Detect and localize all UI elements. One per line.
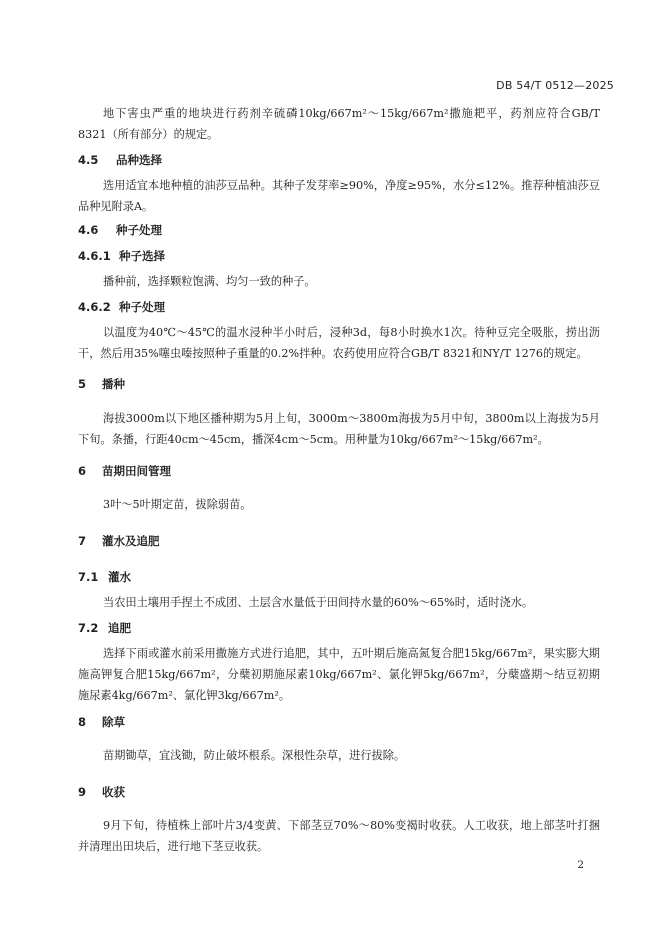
- section-heading-4-6-2: [78, 299, 165, 315]
- paragraph-9: 9月下旬，待植株上部叶片3/4变黄、下部茎豆70%～80%变褐时收获。人工收获，地上部茎叶打捆并清理出田块后，进行地下茎豆收获。: [78, 819, 600, 853]
- section-number: 8: [78, 715, 87, 729]
- section-heading-7: [78, 533, 160, 549]
- section-heading-7-2: [78, 620, 131, 636]
- paragraph-6: 3叶～5叶期定苗，拔除弱苗。: [103, 498, 252, 511]
- section-number: 7.1: [78, 570, 99, 584]
- section-number: 4.6.2: [78, 300, 111, 314]
- page-number: 2: [577, 859, 584, 871]
- section-number: 9: [78, 785, 87, 799]
- paragraph-4-6-2: 以温度为40℃～45℃的温水浸种半小时后，浸种3d，每8小时换水1次。待种豆完全吸胀，捞出沥干，然后用35%噻虫嗪按照种子重量的0.2%拌种。农药使用应符合GB/T 8321和NY/T 1276的规定。: [78, 326, 600, 360]
- section-number: 4.6.1: [78, 249, 111, 263]
- paragraph-7-1: 当农田土壤用手捏土不成团、土层含水量低于田间持水量的60%～65%时，适时浇水。: [103, 596, 534, 609]
- section-title: 种子处理: [116, 223, 162, 237]
- paragraph-5: 海拔3000m以下地区播种期为5月上旬，3000m～3800m海拔为5月中旬，3800m以上海拔为5月下旬。条播，行距40cm～45cm，播深4cm～5cm。用种量为10kg/667m²～15kg/667m²。: [78, 412, 600, 446]
- section-title: 除草: [102, 715, 125, 729]
- document-code: DB 54/T 0512—2025: [496, 79, 614, 92]
- paragraph-4-5: 选用适宜本地种植的油莎豆品种。其种子发芽率≥90%，净度≥95%，水分≤12%。推荐种植油莎豆品种见附录A。: [78, 179, 600, 213]
- section-number: 5: [78, 377, 87, 391]
- section-title: 追肥: [108, 621, 131, 635]
- section-heading-4-5: [78, 152, 162, 168]
- section-heading-4-6-1: [78, 248, 165, 264]
- section-number: 6: [78, 464, 87, 478]
- section-title: 种子选择: [119, 249, 165, 263]
- section-title: 苗期田间管理: [102, 464, 171, 478]
- section-heading-6: [78, 463, 171, 479]
- section-title: 种子处理: [119, 300, 165, 314]
- section-title: 灌水: [108, 570, 131, 584]
- section-heading-9: [78, 784, 125, 800]
- section-title: 播种: [102, 377, 125, 391]
- section-number: 7.2: [78, 621, 99, 635]
- intro-paragraph: 地下害虫严重的地块进行药剂辛硫磷10kg/667m²～15kg/667m²撒施耙平，药剂应符合GB/T 8321（所有部分）的规定。: [78, 107, 600, 141]
- paragraph-7-2: 选择下雨或灌水前采用撒施方式进行追肥，其中，五叶期后施高氮复合肥15kg/667m²，果实膨大期施高钾复合肥15kg/667m²，分蘖初期施尿素10kg/667m²、氯化钾5kg/667m²，分蘖盛期～结豆初期施尿素4kg/667m²、氯化钾3kg/667m²。: [78, 647, 600, 702]
- section-number: 7: [78, 534, 87, 548]
- paragraph-8: 苗期锄草，宜浅锄，防止破坏根系。深根性杂草，进行拔除。: [103, 749, 406, 762]
- section-heading-4-6: [78, 222, 162, 238]
- section-heading-7-1: [78, 569, 131, 585]
- section-title: 收获: [102, 785, 125, 799]
- section-heading-5: [78, 376, 125, 392]
- section-title: 品种选择: [116, 153, 162, 167]
- section-number: 4.5: [78, 153, 99, 167]
- section-number: 4.6: [78, 223, 99, 237]
- paragraph-4-6-1: 播种前，选择颗粒饱满、均匀一致的种子。: [103, 275, 316, 288]
- section-title: 灌水及追肥: [102, 534, 160, 548]
- section-heading-8: [78, 714, 125, 730]
